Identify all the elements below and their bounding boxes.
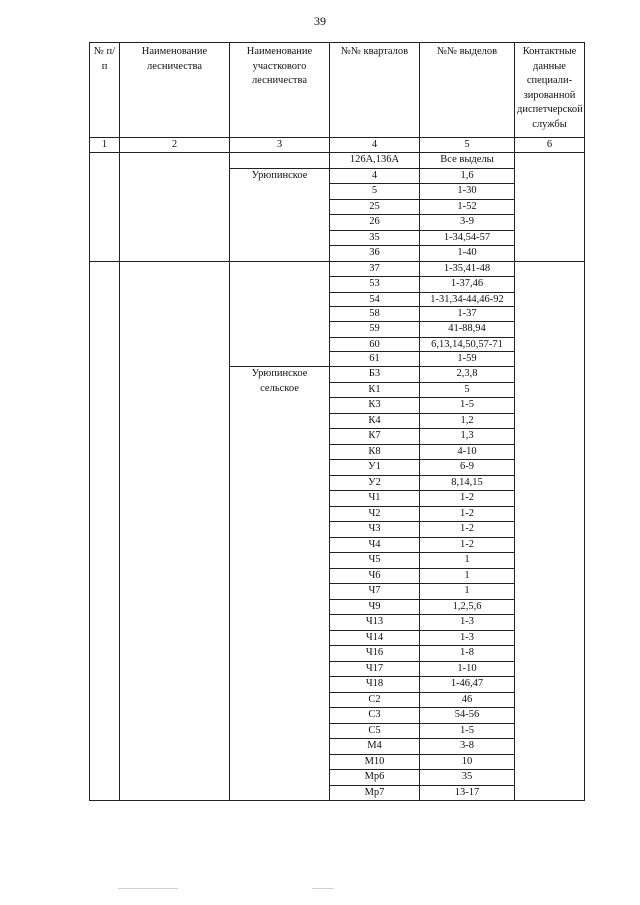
header-forestry: Наименование лесничества [120, 43, 230, 138]
plots-cell: 4-10 [420, 444, 515, 460]
quarter-cell: 35 [330, 230, 420, 246]
plots-cell: 1-3 [420, 615, 515, 631]
plots-cell: 2,3,8 [420, 367, 515, 383]
forestry-cell [120, 261, 230, 801]
quarter-cell: М4 [330, 739, 420, 755]
number-cell [90, 261, 120, 801]
plots-cell: 1-2 [420, 522, 515, 538]
quarter-cell: Ч7 [330, 584, 420, 600]
quarter-cell: Ч5 [330, 553, 420, 569]
quarter-cell: Ч17 [330, 661, 420, 677]
plots-cell: 5 [420, 382, 515, 398]
plots-cell: 1-59 [420, 351, 515, 367]
plots-cell: 6,13,14,50,57-71 [420, 337, 515, 351]
plots-cell: 1-52 [420, 199, 515, 215]
column-number: 6 [515, 138, 585, 153]
table-row [90, 261, 585, 277]
quarter-cell: 61 [330, 351, 420, 367]
plots-cell: 1-34,54-57 [420, 230, 515, 246]
footer-scan-mark [118, 888, 178, 889]
quarter-cell: 53 [330, 277, 420, 293]
quarter-cell: К8 [330, 444, 420, 460]
district-cell: Урюпинское сельское [230, 367, 330, 801]
quarter-cell: 37 [330, 261, 420, 277]
plots-cell: 1-37 [420, 306, 515, 322]
quarter-cell: Ч3 [330, 522, 420, 538]
quarter-cell: 5 [330, 184, 420, 200]
quarter-cell: К3 [330, 398, 420, 414]
district-cell [230, 153, 330, 169]
quarter-cell: Мр6 [330, 770, 420, 786]
plots-cell: 1-2 [420, 491, 515, 507]
quarter-cell: 54 [330, 292, 420, 306]
header-number: № п/п [90, 43, 120, 138]
quarter-cell: Мр7 [330, 785, 420, 801]
plots-cell: 3-9 [420, 215, 515, 231]
plots-cell: 1-10 [420, 661, 515, 677]
footer-scan-mark [312, 888, 334, 889]
quarter-cell: Ч6 [330, 568, 420, 584]
quarter-cell: 4 [330, 168, 420, 184]
plots-cell: 1 [420, 553, 515, 569]
quarter-cell: У2 [330, 475, 420, 491]
district-cell [230, 261, 330, 367]
plots-cell: 1-2 [420, 506, 515, 522]
header-district-forestry: Наименование участкового лесничества [230, 43, 330, 138]
plots-cell: 1,6 [420, 168, 515, 184]
quarter-cell: Б3 [330, 367, 420, 383]
plots-cell: 1-35,41-48 [420, 261, 515, 277]
plots-cell: 1-5 [420, 723, 515, 739]
quarter-cell: 26 [330, 215, 420, 231]
plots-cell: 1-30 [420, 184, 515, 200]
number-cell [90, 153, 120, 262]
plots-cell: 1-2 [420, 537, 515, 553]
quarter-cell: 60 [330, 337, 420, 351]
plots-cell: 1-3 [420, 630, 515, 646]
plots-cell: 1-46,47 [420, 677, 515, 693]
plots-cell: 1-5 [420, 398, 515, 414]
quarter-cell: 59 [330, 322, 420, 338]
plots-cell: 3-8 [420, 739, 515, 755]
plots-cell: 1-37,46 [420, 277, 515, 293]
quarter-cell: 126А,136А [330, 153, 420, 169]
plots-cell: 1,3 [420, 429, 515, 445]
quarter-cell: 58 [330, 306, 420, 322]
plots-cell: 1-40 [420, 246, 515, 262]
column-number: 5 [420, 138, 515, 153]
quarter-cell: У1 [330, 460, 420, 476]
column-number: 4 [330, 138, 420, 153]
table-header-row [90, 43, 585, 138]
table-row [90, 153, 585, 169]
district-cell: Урюпинское [230, 168, 330, 261]
contacts-cell [515, 153, 585, 262]
header-plots: №№ выделов [420, 43, 515, 138]
plots-cell: 1-8 [420, 646, 515, 662]
page-number: 39 [314, 14, 326, 28]
table-body [90, 138, 585, 801]
column-number: 2 [120, 138, 230, 153]
header-contacts: Контактные данные специали-зированной диспетчерской службы [515, 43, 585, 138]
header-quarters: №№ кварталов [330, 43, 420, 138]
plots-cell: 1 [420, 584, 515, 600]
plots-cell: 6-9 [420, 460, 515, 476]
plots-cell: 54-56 [420, 708, 515, 724]
quarter-cell: Ч18 [330, 677, 420, 693]
plots-cell: 13-17 [420, 785, 515, 801]
plots-cell: 1-31,34-44,46-92 [420, 292, 515, 306]
forestry-cell [120, 153, 230, 262]
contacts-cell [515, 261, 585, 801]
column-number: 3 [230, 138, 330, 153]
plots-cell: 41-88,94 [420, 322, 515, 338]
plots-cell: 46 [420, 692, 515, 708]
quarter-cell: Ч13 [330, 615, 420, 631]
quarter-cell: С2 [330, 692, 420, 708]
quarter-cell: С5 [330, 723, 420, 739]
quarter-cell: Ч9 [330, 599, 420, 615]
quarter-cell: Ч1 [330, 491, 420, 507]
column-number: 1 [90, 138, 120, 153]
quarter-cell: К4 [330, 413, 420, 429]
forest-table [89, 42, 585, 801]
quarter-cell: 36 [330, 246, 420, 262]
quarter-cell: К7 [330, 429, 420, 445]
plots-cell: Все выделы [420, 153, 515, 169]
quarter-cell: С3 [330, 708, 420, 724]
plots-cell: 1,2 [420, 413, 515, 429]
quarter-cell: Ч4 [330, 537, 420, 553]
quarter-cell: 25 [330, 199, 420, 215]
quarter-cell: К1 [330, 382, 420, 398]
plots-cell: 35 [420, 770, 515, 786]
plots-cell: 1 [420, 568, 515, 584]
quarter-cell: Ч2 [330, 506, 420, 522]
quarter-cell: Ч14 [330, 630, 420, 646]
column-number-row [90, 138, 585, 153]
quarter-cell: М10 [330, 754, 420, 770]
plots-cell: 8,14,15 [420, 475, 515, 491]
plots-cell: 1,2,5,6 [420, 599, 515, 615]
quarter-cell: Ч16 [330, 646, 420, 662]
plots-cell: 10 [420, 754, 515, 770]
